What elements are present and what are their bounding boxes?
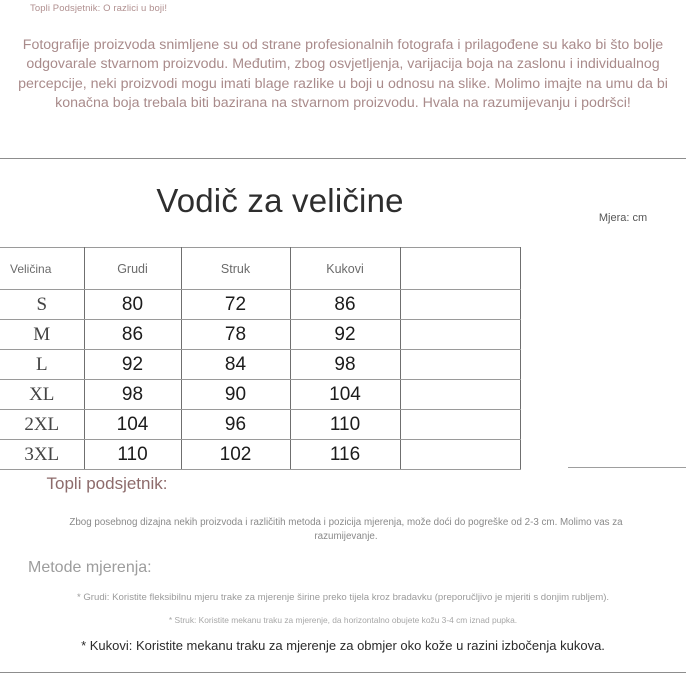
cell-hips: 98 xyxy=(290,350,400,380)
cell-size: 2XL xyxy=(0,410,84,440)
cell-size: 3XL xyxy=(0,440,84,470)
cell-size: L xyxy=(0,350,84,380)
cell-size: XL xyxy=(0,380,84,410)
column-header-waist: Struk xyxy=(181,248,290,290)
cell-chest: 110 xyxy=(84,440,181,470)
column-header-size: Veličina xyxy=(0,248,84,290)
method-line-hips: * Kukovi: Koristite mekanu traku za mjerenje za obmjer oko kože u razini izbočenja kukova. xyxy=(81,638,605,653)
color-disclaimer-body: Fotografije proizvoda snimljene su od strane profesionalnih fotografa i prilagođene su kako bi što bolje odgovarale stvarnom proizvodu. Međutim, zbog osvjetljenja, varijacija boja na zaslonu i individualnog percepcije, neki proizvodi mogu imati blage razlike u boji u odnosu na slike. Molimo imajte na umu da bi konačna boja trebala biti bazirana na stvarnom proizvodu. Hvala na razumijevanju i podršci! xyxy=(18,37,668,112)
column-header-extra xyxy=(400,248,520,290)
cell-extra xyxy=(400,320,520,350)
table-row xyxy=(0,380,520,410)
table-header-row xyxy=(0,248,520,290)
cell-size: S xyxy=(0,290,84,320)
table-row xyxy=(0,320,520,350)
cell-chest: 86 xyxy=(84,320,181,350)
cell-waist: 96 xyxy=(181,410,290,440)
color-disclaimer-kicker: Topli Podsjetnik: O razlici u boji! xyxy=(30,3,168,14)
page-title: Vodič za veličine xyxy=(156,182,404,219)
table-row xyxy=(0,350,520,380)
reminder-text: Zbog posebnog dizajna nekih proizvoda i različitih metoda i pozicija mjerenja, može doći do pogreške od 2-3 cm. Molimo vas za razumijevanje. xyxy=(69,517,623,542)
size-chart-container xyxy=(0,247,520,470)
table-right-rule xyxy=(568,467,686,468)
cell-waist: 90 xyxy=(181,380,290,410)
cell-chest: 98 xyxy=(84,380,181,410)
color-disclaimer-section xyxy=(0,0,686,158)
cell-chest: 104 xyxy=(84,410,181,440)
cell-hips: 110 xyxy=(290,410,400,440)
cell-waist: 102 xyxy=(181,440,290,470)
size-chart-table xyxy=(0,247,521,470)
cell-waist: 84 xyxy=(181,350,290,380)
cell-extra xyxy=(400,440,520,470)
reminder-heading: Topli podsjetnik: xyxy=(46,474,168,493)
cell-hips: 92 xyxy=(290,320,400,350)
section-divider-bottom xyxy=(0,672,686,673)
cell-waist: 78 xyxy=(181,320,290,350)
cell-size: M xyxy=(0,320,84,350)
cell-chest: 92 xyxy=(84,350,181,380)
cell-hips: 104 xyxy=(290,380,400,410)
section-divider-top xyxy=(0,158,686,159)
cell-extra xyxy=(400,380,520,410)
table-row xyxy=(0,290,520,320)
methods-heading: Metode mjerenja: xyxy=(28,559,152,576)
table-row xyxy=(0,410,520,440)
cell-extra xyxy=(400,410,520,440)
cell-waist: 72 xyxy=(181,290,290,320)
measurement-unit-note: Mjera: cm xyxy=(598,212,648,224)
cell-hips: 116 xyxy=(290,440,400,470)
method-line-waist: * Struk: Koristite mekanu traku za mjerenje, da horizontalno obujete kožu 3-4 cm iznad pupka. xyxy=(168,615,518,625)
cell-chest: 80 xyxy=(84,290,181,320)
table-row xyxy=(0,440,520,470)
cell-hips: 86 xyxy=(290,290,400,320)
cell-extra xyxy=(400,290,520,320)
column-header-chest: Grudi xyxy=(84,248,181,290)
method-line-chest: * Grudi: Koristite fleksibilnu mjeru trake za mjerenje širine preko tijela kroz bradavku (preporučljivo je mjeriti s donjim rubljem). xyxy=(76,592,610,603)
cell-extra xyxy=(400,350,520,380)
column-header-hips: Kukovi xyxy=(290,248,400,290)
